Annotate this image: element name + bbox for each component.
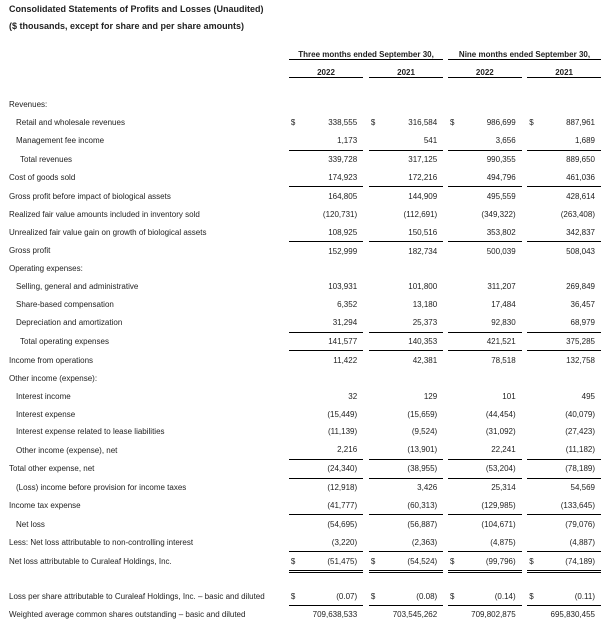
currency-symbol: [448, 441, 462, 459]
currency-symbol: [369, 387, 383, 405]
row-label: Total operating expenses: [20, 337, 109, 347]
table-row: [6, 205, 601, 223]
currency-symbol: [448, 296, 462, 314]
table-row: [6, 242, 601, 260]
row-value: 31,294: [303, 314, 363, 332]
table-row: [6, 223, 601, 241]
table-row: [6, 332, 601, 351]
currency-symbol: $: [369, 587, 383, 605]
row-value: (12,918): [327, 483, 358, 493]
currency-symbol: [289, 132, 303, 150]
row-value: 494,796: [462, 169, 522, 187]
row-value: 42,381: [412, 355, 438, 365]
row-label: Management fee income: [16, 136, 105, 146]
table-row: [6, 533, 601, 551]
row-value: 36,457: [570, 300, 595, 310]
row-value: 132,758: [566, 355, 595, 365]
row-value: (40,079): [565, 409, 595, 419]
row-value: 986,699: [486, 118, 516, 128]
currency-symbol: [527, 533, 541, 551]
currency-symbol: [448, 387, 462, 405]
currency-symbol: [289, 223, 303, 241]
currency-symbol: $: [448, 552, 462, 572]
currency-symbol: [527, 260, 541, 278]
currency-symbol: [448, 278, 462, 296]
row-value: [383, 96, 443, 114]
table-row: [6, 587, 601, 605]
currency-symbol: [369, 132, 383, 150]
table-row: [6, 260, 601, 278]
col-header-q3-2021: 2021: [369, 68, 443, 78]
row-value: (51,475): [303, 552, 363, 572]
row-label: Cost of goods sold: [9, 173, 76, 183]
currency-symbol: $: [370, 118, 376, 128]
row-label: Depreciation and amortization: [16, 318, 123, 328]
currency-symbol: $: [527, 552, 541, 572]
col-header-9m-2022: 2022: [448, 68, 522, 78]
currency-symbol: [448, 459, 462, 478]
column-year-header: [6, 64, 601, 82]
row-value: (13,901): [383, 441, 443, 459]
currency-symbol: [527, 606, 541, 624]
row-value: (2,363): [383, 533, 443, 551]
row-value: 709,802,875: [471, 610, 516, 620]
row-value: (0.08): [383, 587, 443, 605]
row-label: Loss per share attributable to Curaleaf Holdings, Inc. – basic and diluted: [9, 591, 265, 601]
currency-symbol: [448, 223, 462, 241]
row-value: [303, 369, 363, 387]
currency-symbol: $: [449, 118, 455, 128]
table-row: [6, 405, 601, 423]
table-row: [6, 441, 601, 459]
currency-symbol: [448, 533, 462, 551]
currency-symbol: [289, 296, 303, 314]
currency-symbol: [369, 278, 383, 296]
row-value: (24,340): [303, 459, 363, 478]
row-value: (133,645): [541, 497, 601, 515]
row-value: (4,875): [462, 533, 522, 551]
table-row: [6, 515, 601, 533]
currency-symbol: [448, 478, 462, 496]
row-label: Gross profit before impact of biological assets: [9, 191, 171, 201]
currency-symbol: [527, 497, 541, 515]
row-value: 889,650: [566, 155, 595, 165]
row-value: [383, 369, 443, 387]
row-value: 68,979: [541, 314, 601, 332]
row-value: 317,125: [408, 155, 438, 165]
row-value: 990,355: [486, 155, 516, 165]
income-statement-table: [6, 46, 601, 624]
currency-symbol: $: [289, 552, 303, 572]
row-value: (79,076): [565, 519, 595, 529]
currency-symbol: [289, 242, 303, 260]
row-value: 428,614: [566, 191, 595, 201]
row-label: Selling, general and administrative: [16, 282, 139, 292]
row-label: Share-based compensation: [16, 300, 114, 310]
row-value: (41,777): [303, 497, 363, 515]
currency-symbol: [369, 459, 383, 478]
currency-symbol: [369, 351, 383, 369]
row-value: 92,830: [462, 314, 522, 332]
currency-symbol: [527, 296, 541, 314]
row-label: Retail and wholesale revenues: [16, 118, 125, 128]
currency-symbol: [289, 169, 303, 187]
currency-symbol: [448, 497, 462, 515]
row-value: (112,691): [403, 209, 438, 219]
group-header-nine-months: Nine months ended September 30,: [448, 50, 601, 60]
currency-symbol: [448, 351, 462, 369]
currency-symbol: [369, 423, 383, 441]
table-row: [6, 478, 601, 496]
row-value: 342,837: [541, 223, 601, 241]
currency-symbol: $: [369, 552, 383, 572]
column-group-header: [6, 46, 601, 64]
row-value: 316,584: [408, 118, 438, 128]
row-value: [303, 96, 363, 114]
currency-symbol: [369, 169, 383, 187]
group-header-three-months: Three months ended September 30,: [289, 50, 443, 60]
currency-symbol: [369, 223, 383, 241]
table-row: [6, 423, 601, 441]
row-value: 108,925: [303, 223, 363, 241]
row-value: 129: [423, 391, 438, 401]
currency-symbol: [289, 187, 303, 205]
currency-symbol: $: [529, 118, 534, 128]
currency-symbol: [527, 459, 541, 478]
row-label: Other income (expense), net: [16, 445, 118, 455]
currency-symbol: [289, 459, 303, 478]
row-value: (44,454): [485, 409, 516, 419]
table-row: [6, 387, 601, 405]
table-row: [6, 314, 601, 332]
table-row: [6, 96, 601, 114]
row-value: 709,638,533: [312, 610, 358, 620]
row-label: Interest income: [16, 391, 71, 401]
row-value: 541: [383, 132, 443, 150]
row-value: [462, 369, 522, 387]
table-row: [6, 552, 601, 572]
row-value: 101: [502, 391, 516, 401]
currency-symbol: [527, 150, 541, 168]
row-value: (0.07): [303, 587, 363, 605]
row-value: 101,800: [408, 282, 438, 292]
row-value: (4,887): [541, 533, 601, 551]
row-value: 152,999: [328, 246, 358, 256]
row-value: (56,887): [407, 519, 438, 529]
row-value: (15,659): [407, 409, 438, 419]
currency-symbol: [289, 497, 303, 515]
row-label: Realized fair value amounts included in inventory sold: [9, 209, 200, 219]
row-value: (53,204): [462, 459, 522, 478]
currency-symbol: [369, 96, 383, 114]
row-label: Revenues:: [9, 100, 48, 110]
table-row: [6, 369, 601, 387]
currency-symbol: [289, 441, 303, 459]
currency-symbol: [527, 351, 541, 369]
currency-symbol: [527, 96, 541, 114]
table-row: [6, 114, 601, 132]
row-value: 32: [348, 391, 358, 401]
currency-symbol: [369, 606, 383, 624]
row-value: 495,559: [486, 191, 516, 201]
row-value: 25,373: [383, 314, 443, 332]
row-value: 461,036: [541, 169, 601, 187]
currency-symbol: [289, 478, 303, 496]
currency-symbol: [369, 515, 383, 533]
row-value: 17,484: [491, 300, 516, 310]
row-value: 174,923: [303, 169, 363, 187]
statement-subtitle: ($ thousands, except for share and per share amounts): [9, 21, 245, 31]
currency-symbol: [527, 169, 541, 187]
currency-symbol: [448, 260, 462, 278]
currency-symbol: [289, 405, 303, 423]
row-value: 54,569: [570, 483, 595, 493]
currency-symbol: [369, 497, 383, 515]
row-value: (0.14): [462, 587, 522, 605]
table-row: [6, 296, 601, 314]
currency-symbol: [369, 332, 383, 351]
row-value: (120,731): [322, 209, 358, 219]
row-value: 3,426: [417, 483, 438, 493]
row-value: (15,449): [327, 409, 358, 419]
row-value: (38,955): [383, 459, 443, 478]
col-header-9m-2021: 2021: [527, 68, 601, 78]
row-label: Other income (expense):: [9, 373, 98, 383]
currency-symbol: [369, 533, 383, 551]
row-label: Interest expense: [16, 409, 76, 419]
currency-symbol: [289, 423, 303, 441]
currency-symbol: [527, 223, 541, 241]
row-value: [541, 96, 601, 114]
currency-symbol: [448, 242, 462, 260]
row-value: (263,408): [560, 209, 595, 219]
currency-symbol: [527, 278, 541, 296]
row-label: Total revenues: [20, 154, 73, 164]
row-value: [462, 96, 522, 114]
row-value: 500,039: [486, 246, 516, 256]
currency-symbol: $: [527, 587, 541, 605]
table-row: [6, 497, 601, 515]
currency-symbol: [527, 387, 541, 405]
row-value: (3,220): [303, 533, 363, 551]
table-row: [6, 278, 601, 296]
currency-symbol: [369, 260, 383, 278]
row-value: 2,216: [303, 441, 363, 459]
currency-symbol: [289, 332, 303, 351]
table-row: [6, 187, 601, 205]
row-value: 338,555: [328, 118, 358, 128]
row-value: (129,985): [462, 497, 522, 515]
row-label: Less: Net loss attributable to non-controlling interest: [9, 538, 194, 548]
row-value: (0.11): [541, 587, 601, 605]
row-value: 1,689: [541, 132, 601, 150]
row-value: (349,322): [481, 209, 516, 219]
table-row: [6, 132, 601, 150]
currency-symbol: [448, 515, 462, 533]
row-value: 353,802: [462, 223, 522, 241]
row-value: 3,656: [462, 132, 522, 150]
currency-symbol: [289, 533, 303, 551]
currency-symbol: [289, 606, 303, 624]
row-value: 311,207: [487, 282, 516, 292]
currency-symbol: [289, 205, 303, 223]
currency-symbol: [448, 314, 462, 332]
row-value: 22,241: [462, 441, 522, 459]
row-value: (99,796): [462, 552, 522, 572]
currency-symbol: [289, 515, 303, 533]
row-value: (60,313): [383, 497, 443, 515]
currency-symbol: [369, 478, 383, 496]
row-value: [383, 260, 443, 278]
row-value: 339,728: [328, 155, 358, 165]
row-value: (78,189): [541, 459, 601, 478]
currency-symbol: [289, 150, 303, 168]
row-label: Income tax expense: [9, 501, 81, 511]
currency-symbol: [527, 205, 541, 223]
row-value: 78,518: [491, 355, 516, 365]
currency-symbol: [527, 369, 541, 387]
currency-symbol: [448, 187, 462, 205]
table-row: [6, 169, 601, 187]
currency-symbol: [289, 314, 303, 332]
row-value: [541, 369, 601, 387]
row-label: Net loss: [16, 519, 45, 529]
currency-symbol: [369, 369, 383, 387]
row-value: (11,139): [327, 427, 358, 437]
row-label: Income from operations: [9, 355, 94, 365]
row-label: (Loss) income before provision for income taxes: [16, 482, 187, 492]
currency-symbol: [369, 150, 383, 168]
table-row: [6, 606, 601, 624]
row-value: 695,830,455: [550, 610, 595, 620]
row-value: 13,180: [412, 300, 438, 310]
row-value: 6,352: [337, 300, 358, 310]
currency-symbol: [527, 242, 541, 260]
table-row: [6, 459, 601, 478]
currency-symbol: [448, 423, 462, 441]
row-value: [541, 260, 601, 278]
table-row: [6, 351, 601, 369]
table-row: [6, 150, 601, 168]
currency-symbol: [369, 314, 383, 332]
currency-symbol: $: [448, 587, 462, 605]
currency-symbol: [289, 369, 303, 387]
currency-symbol: [448, 150, 462, 168]
row-value: [462, 260, 522, 278]
currency-symbol: [369, 242, 383, 260]
currency-symbol: [448, 169, 462, 187]
currency-symbol: [289, 351, 303, 369]
statement-title: Consolidated Statements of Profits and Losses (Unaudited): [9, 4, 264, 14]
row-value: 103,931: [328, 282, 358, 292]
row-value: 421,521: [462, 332, 522, 351]
currency-symbol: [527, 423, 541, 441]
row-value: 1,173: [303, 132, 363, 150]
currency-symbol: [448, 606, 462, 624]
currency-symbol: [527, 441, 541, 459]
currency-symbol: [369, 187, 383, 205]
row-value: 375,285: [541, 332, 601, 351]
row-value: 150,516: [383, 223, 443, 241]
row-value: (9,524): [411, 427, 438, 437]
col-header-q3-2022: 2022: [289, 68, 363, 78]
row-label: Net loss attributable to Curaleaf Holdings, Inc.: [9, 557, 172, 567]
row-label: Gross profit: [9, 246, 51, 256]
row-label: Weighted average common shares outstanding – basic and diluted: [9, 610, 246, 620]
currency-symbol: [448, 369, 462, 387]
row-value: (104,671): [481, 519, 516, 529]
currency-symbol: [527, 478, 541, 496]
currency-symbol: [369, 205, 383, 223]
currency-symbol: $: [289, 587, 303, 605]
currency-symbol: [448, 96, 462, 114]
row-value: 144,909: [408, 191, 438, 201]
currency-symbol: [527, 405, 541, 423]
row-value: 164,805: [328, 191, 358, 201]
row-value: 269,849: [566, 282, 595, 292]
row-value: (31,092): [485, 427, 516, 437]
row-value: 172,216: [383, 169, 443, 187]
row-label: Interest expense related to lease liabilities: [16, 427, 165, 437]
currency-symbol: [448, 332, 462, 351]
currency-symbol: $: [290, 118, 296, 128]
currency-symbol: [448, 132, 462, 150]
row-value: (11,182): [541, 441, 601, 459]
row-value: (54,524): [383, 552, 443, 572]
row-label: Unrealized fair value gain on growth of biological assets: [9, 227, 207, 237]
currency-symbol: [289, 387, 303, 405]
row-value: (74,189): [541, 552, 601, 572]
row-value: 141,577: [303, 332, 363, 351]
currency-symbol: [527, 132, 541, 150]
currency-symbol: [289, 260, 303, 278]
row-value: [303, 260, 363, 278]
currency-symbol: [289, 96, 303, 114]
row-label: Total other expense, net: [9, 464, 95, 474]
row-value: 495: [581, 391, 595, 401]
currency-symbol: [448, 205, 462, 223]
currency-symbol: [527, 332, 541, 351]
row-value: 11,422: [333, 355, 358, 365]
row-value: 25,314: [491, 483, 516, 493]
row-value: 703,545,262: [392, 610, 438, 620]
currency-symbol: [289, 278, 303, 296]
currency-symbol: [527, 314, 541, 332]
currency-symbol: [369, 296, 383, 314]
row-value: (27,423): [565, 427, 595, 437]
currency-symbol: [527, 515, 541, 533]
currency-symbol: [369, 405, 383, 423]
row-value: 140,353: [383, 332, 443, 351]
currency-symbol: [369, 441, 383, 459]
row-value: 182,734: [408, 246, 438, 256]
row-label: Operating expenses:: [9, 264, 83, 274]
row-value: 508,043: [566, 246, 595, 256]
row-value: (54,695): [327, 519, 358, 529]
currency-symbol: [448, 405, 462, 423]
row-value: 887,961: [566, 118, 595, 128]
currency-symbol: [527, 187, 541, 205]
